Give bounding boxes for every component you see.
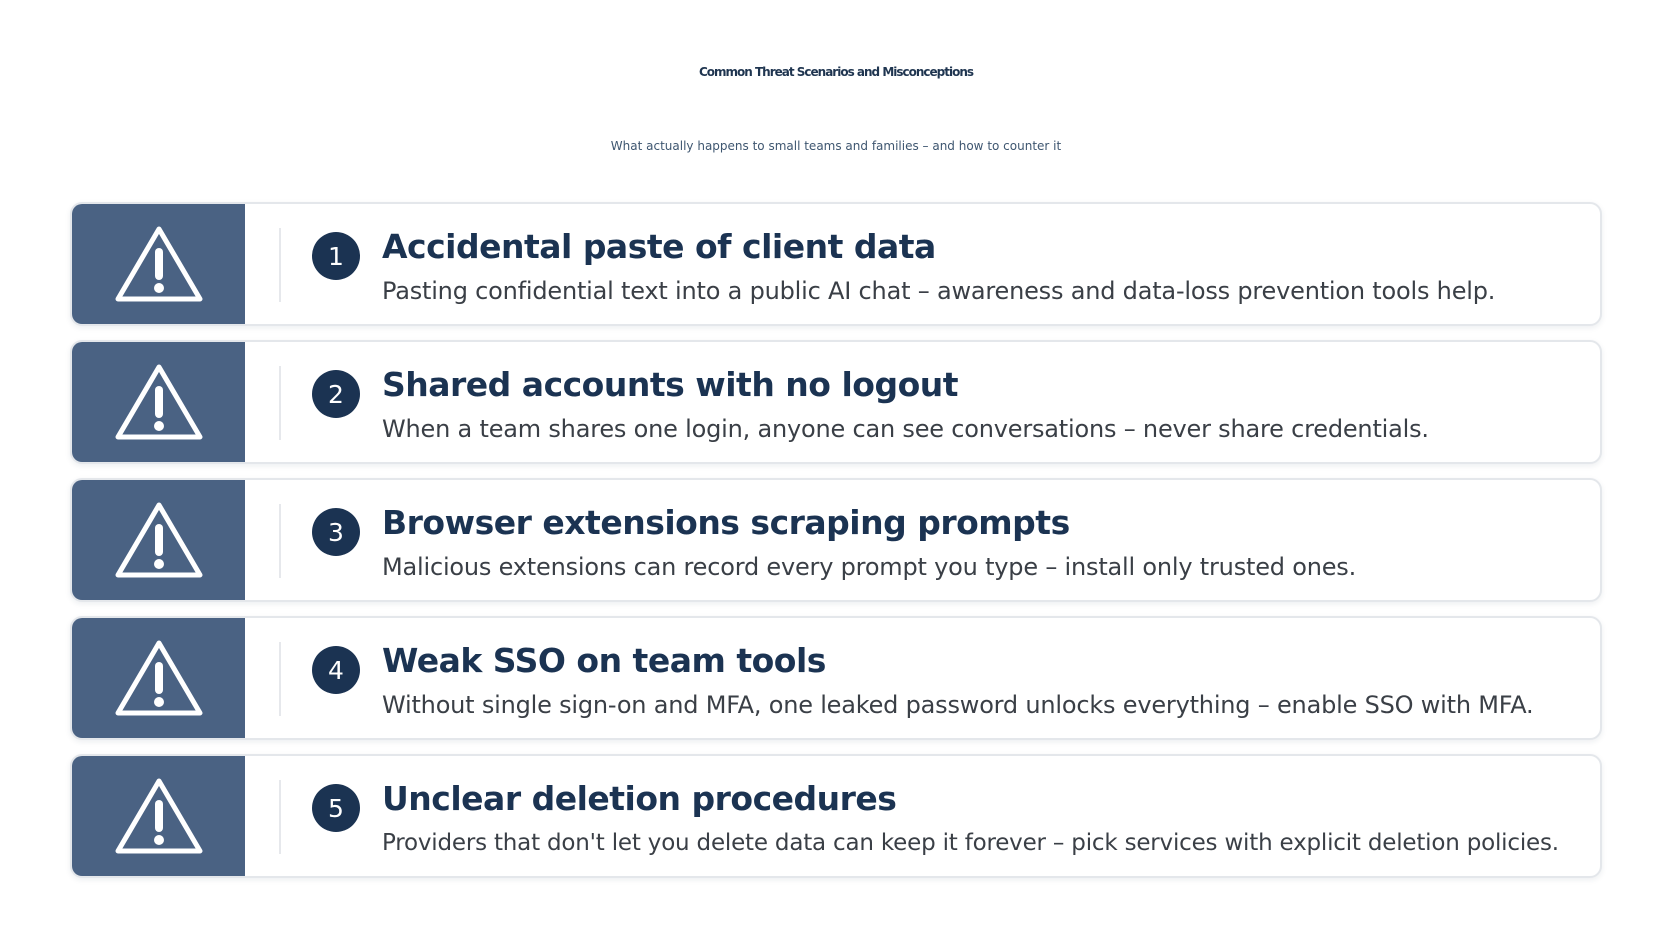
number-badge: 3 [312,508,360,556]
scenario-description: When a team shares one login, anyone can see conversations – never share credentials. [382,415,1429,443]
scenario-title: Weak SSO on team tools [382,641,826,680]
scenario-card-1 [70,202,1602,326]
divider [279,504,281,578]
warning-triangle-icon [113,223,205,305]
warning-panel [72,342,245,462]
scenario-card-5 [70,754,1602,878]
divider [279,366,281,440]
warning-panel [72,756,245,876]
warning-panel [72,480,245,600]
number-badge: 2 [312,370,360,418]
scenario-card-4 [70,616,1602,740]
scenario-description: Pasting confidential text into a public AI chat – awareness and data-loss prevention tools help. [382,277,1496,305]
page-subtitle: What actually happens to small teams and families – and how to counter it [610,139,1062,153]
scenario-card-3 [70,478,1602,602]
warning-triangle-icon [113,775,205,857]
page-title: Common Threat Scenarios and Misconceptions [698,65,974,79]
scenario-description: Malicious extensions can record every prompt you type – install only trusted ones. [382,553,1357,581]
divider [279,780,281,854]
scenario-title: Accidental paste of client data [382,227,936,266]
scenario-title: Shared accounts with no logout [382,365,959,404]
number-badge: 4 [312,646,360,694]
number-badge: 1 [312,232,360,280]
scenario-description: Providers that don't let you delete data can keep it forever – pick services with explicit deletion policies. [382,830,1559,856]
warning-triangle-icon [113,637,205,719]
scenario-title: Browser extensions scraping prompts [382,503,1070,542]
number-badge: 5 [312,784,360,832]
divider [279,642,281,716]
warning-triangle-icon [113,361,205,443]
divider [279,228,281,302]
scenario-card-2 [70,340,1602,464]
scenario-title: Unclear deletion procedures [382,779,897,818]
warning-triangle-icon [113,499,205,581]
scenario-description: Without single sign-on and MFA, one leaked password unlocks everything – enable SSO with MFA. [382,691,1534,719]
scenario-list [70,202,1602,892]
warning-panel [72,618,245,738]
warning-panel [72,204,245,324]
